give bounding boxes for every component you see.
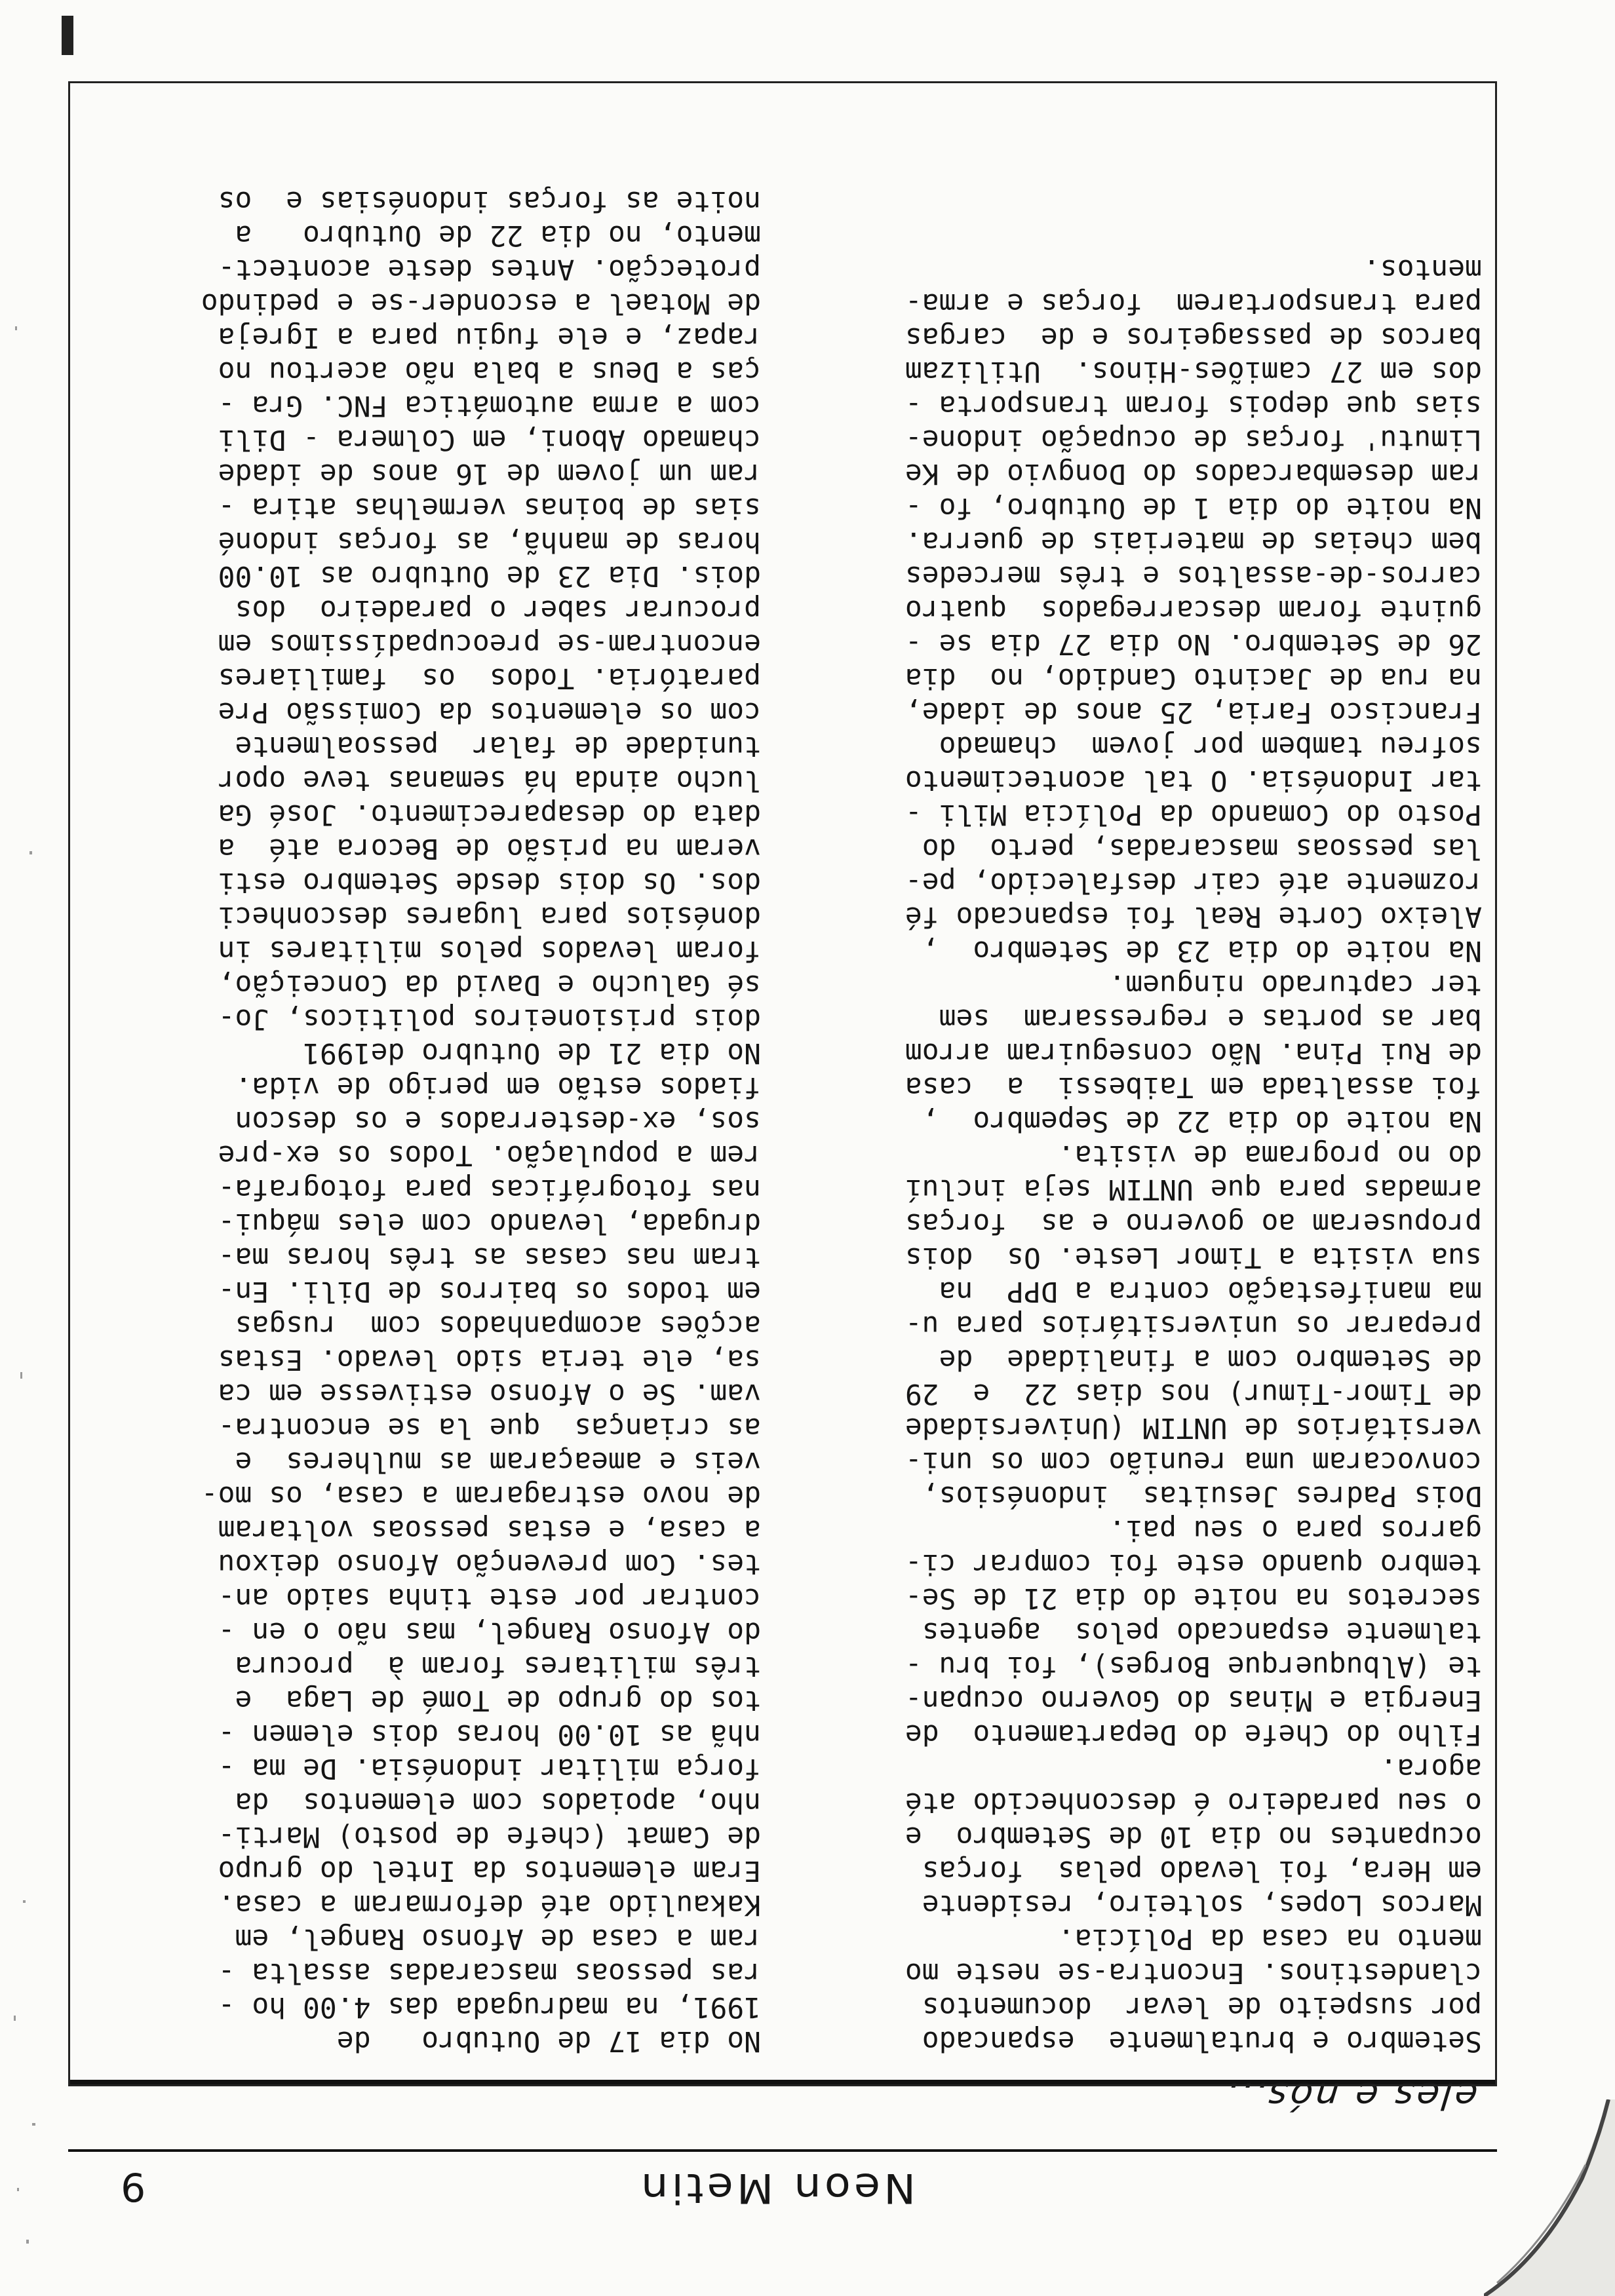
masthead xyxy=(68,2149,1497,2217)
publication-title: Neon Metin xyxy=(637,2164,916,2212)
page-number: 9 xyxy=(121,2164,146,2210)
article-column-right: No dia 17 de Outubro de 1991, na madrugada das 4.00 ho - ras pessoas mascaradas assalta - ram a casa de Afonso Rangel, em Kakaulido até deformaram a casa. Eram elementos da Intel do grupo de Camat (chefe de posto) Marti- nho, apoiados com elementos da força militar indonésia. De ma - nhã as 10.00 horas dois elemen - tos do grupo de Tomé de Laga e três militares foram à procura do Afonso Rangel, mas não o en - contrar por este tinha saido an- tes. Com prevenção Afonso deixou a casa, e estas pessoas voltaram de novo estragaram a casa, os mo- veis e ameaçaram as mulheres e as crianças que la se encontra- vam. Se o Afonso estivesse em ca sa, ele teria sido levado. Estas acções acompanhados com rusgas em todos os bairros de Dili. En- tram nas casas as três horas ma- drugada, levando com eles máqui- nas fotográficas para fotografa- rem a população. Todos os ex-pre sos, ex-desterrados e os descon fiados estão em perigo de vida. No dia 21 de Outubro de1991 dois prisioneiros politicos, Jo- sé Galucho e David da Conceição, foram levados pelos militares in donésios para lugares desconheci dos. Os dois desde Setembro esti veram na prisão de Becora até a data do desaparecimento. José Ga lucho ainda há semanas teve opor tunidade de falar pessoalmente com os elementos da Comissão Pre paratória. Todos os familiares encontram-se preocupadíssimos em procurar saber o paradeiro dos dois. Dia 23 de Outubro as 10.00 horas de manhã, as forças indoné sias de boinas vermelhas atira - ram um jovem de 16 anos de idade chamado Aboni, em Colmera - Dili com a arma automática FNC. Gra - ças a Deus a bala não acertou no rapaz, e ele fugiu para a Igreja de Motael a esconder-se e pedindo protecção. Antes deste acontect- mento, no dia 22 de Outubro a noite as forças indonésias e os xyxy=(201,185,761,2057)
article-column-left: Setembro e brutalmente espancado por suspeito de levar documentos clandestinos. Encontra-se neste mo mento na casa da Polícia. Marcos Lopes, solteiro, residente em Hera, foi levado pelas forças ocupantes no dia 10 de Setembro e o seu paradeiro é desconhecido até agora. Filho do Chefe do Departamento de Energia e Minas do Governo ocupan- te (Albuquerque Borges), foi bru - talmente espancado pelos agentes secretos na noite do dia 21 de Se- tembro quando este foi comprar ci- garros para o seu pai. Dois Padres Jesuitas indonésios, convocaram uma reunião com os uni- versitários de UNTIM (Universidade de Timor-Timur) nos dias 22 e 29 de Setembro com a finalidade de preparar os universitários para u- ma manifestação contra a DPP na sua visita a Timor Leste. Os dois propuseram ao governo e as forças armadas para que UNTIM seja incluí do no programa de visita. Na noite do dia 22 de Sepembro , foi assaltada em Taibessi a casa de Rui Pina. Não conseguiram arrom bar as portas e regressaram sem ter capturado ninguem. Na noite do dia 23 de Setembro , Aleixo Corte Real foi espancado fé rozmente até cair desfalecido, pe- las pessoas mascaradas, perto do Posto do Comando da Polícia Mili - tar Indonésia. O tal acontecimento sofreu tambem por jovem chamado Francisco Faria, 25 anos de idade, na rua de Jacinto Candido, no dia 26 de Setembro. No dia 27 dia se - guinte foram descarregados quatro carros-de-assaltos e três mercedes bem cheias de materiais de guerra. Na noite do dia 1 de Outubro, fo - ram desembarcados do Dongvio de Ke Limutu' forças de ocupação indone- sias que depois foram transporta - dos em 27 camiões-Hinos. Utilizam barcos de passageiros e de cargas para transportarem forças e arma- mentos. xyxy=(905,253,1482,2057)
section-title: eles e nós... xyxy=(1220,2074,1480,2116)
scan-edge-noise xyxy=(0,0,55,2296)
page-corner-curl xyxy=(1484,2099,1615,2296)
article-frame xyxy=(68,81,1497,2086)
page-header xyxy=(68,2074,1497,2217)
scan-mark xyxy=(55,9,81,62)
